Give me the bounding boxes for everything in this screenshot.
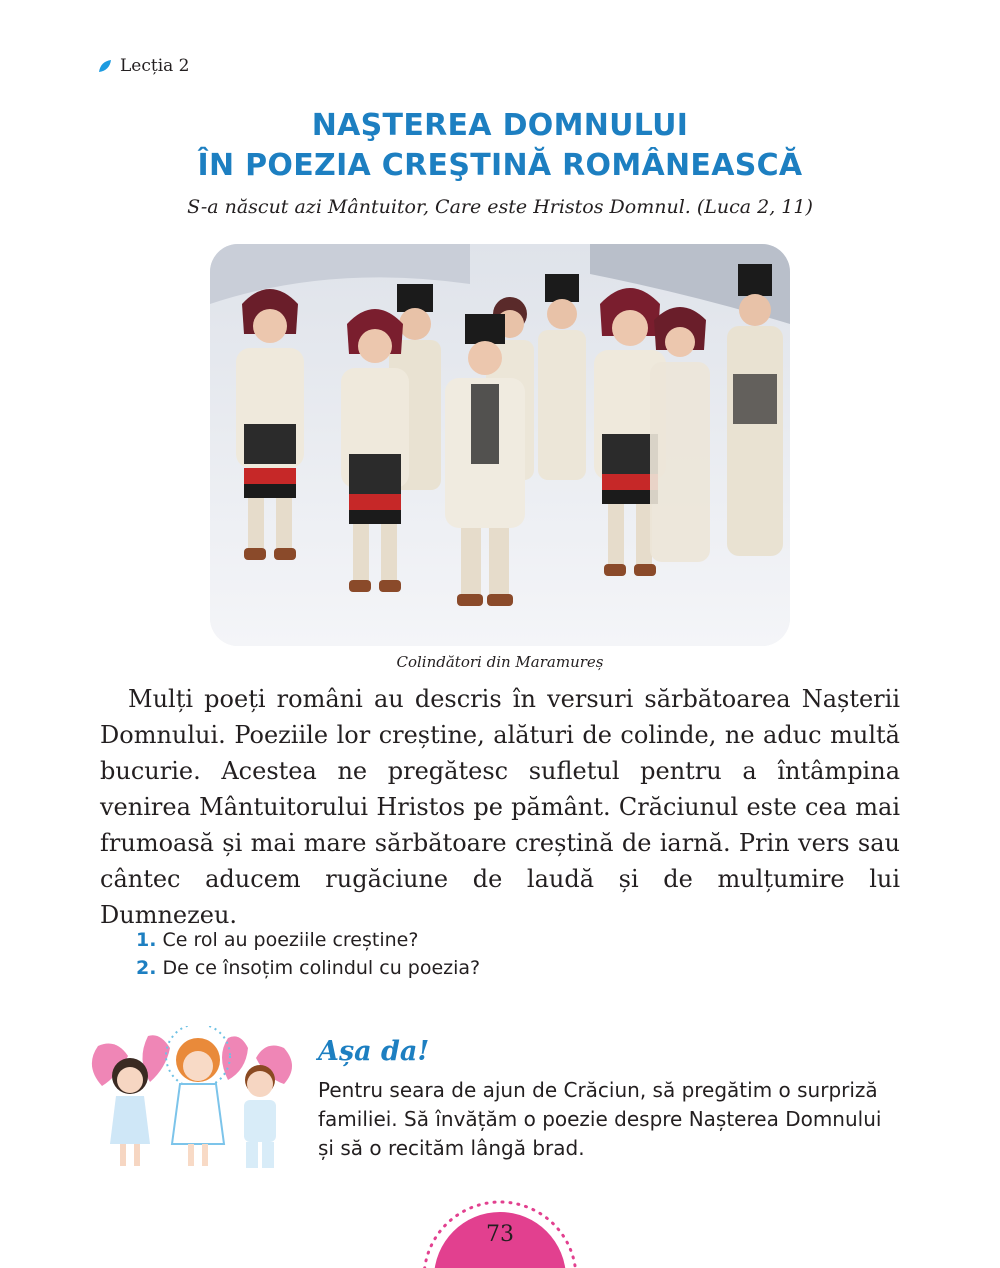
main-paragraph: Mulți poeți români au descris în versuri sărbătoarea Nașterii Domnului. Poeziile lor creștine, alături de colinde, ne aduc multă bucurie. Acestea ne pregătesc sufletul pentru a întâmpina venirea Mântuitorului Hristos pe pământ. Crăciunul este cea mai frumoasă și mai mare sărbătoare creștină de iarnă. Prin vers sau cântec aducem rugăciune de laudă și de mulțumire lui Dumnezeu.: [100, 685, 900, 929]
question-item: [136, 954, 480, 982]
title-line-2: ÎN POEZIA CREŞTINĂ ROMÂNEASCĂ: [197, 148, 803, 183]
question-number: 2.: [136, 957, 157, 979]
bible-verse: S-a născut azi Mântuitor, Care este Hristos Domnul. (Luca 2, 11): [187, 196, 813, 218]
question-text: De ce însoțim colindul cu poezia?: [162, 957, 481, 979]
question-number: 1.: [136, 929, 157, 951]
lesson-label: Lecția 2: [120, 56, 190, 76]
lesson-header: [98, 56, 190, 76]
leaf-icon: [98, 59, 112, 73]
carolers-photo: [210, 244, 790, 646]
asa-da-heading: Așa da!: [318, 1036, 430, 1067]
angel-children-illustration: [88, 1026, 298, 1176]
page-title: [0, 106, 1000, 186]
carolers-illustration: [210, 244, 790, 646]
question-text: Ce rol au poeziile creștine?: [162, 929, 419, 951]
page-number: 73: [486, 1222, 514, 1247]
asa-da-text: Pentru seara de ajun de Crăciun, să pregătim o surpriză familiei. Să învățăm o poezie despre Nașterea Domnului și să o recităm lângă brad.: [318, 1078, 882, 1160]
photo-caption: Colindători din Maramureș: [396, 653, 604, 671]
question-item: [136, 926, 480, 954]
title-line-1: NAŞTEREA DOMNULUI: [311, 108, 689, 143]
questions-list: [136, 926, 480, 982]
